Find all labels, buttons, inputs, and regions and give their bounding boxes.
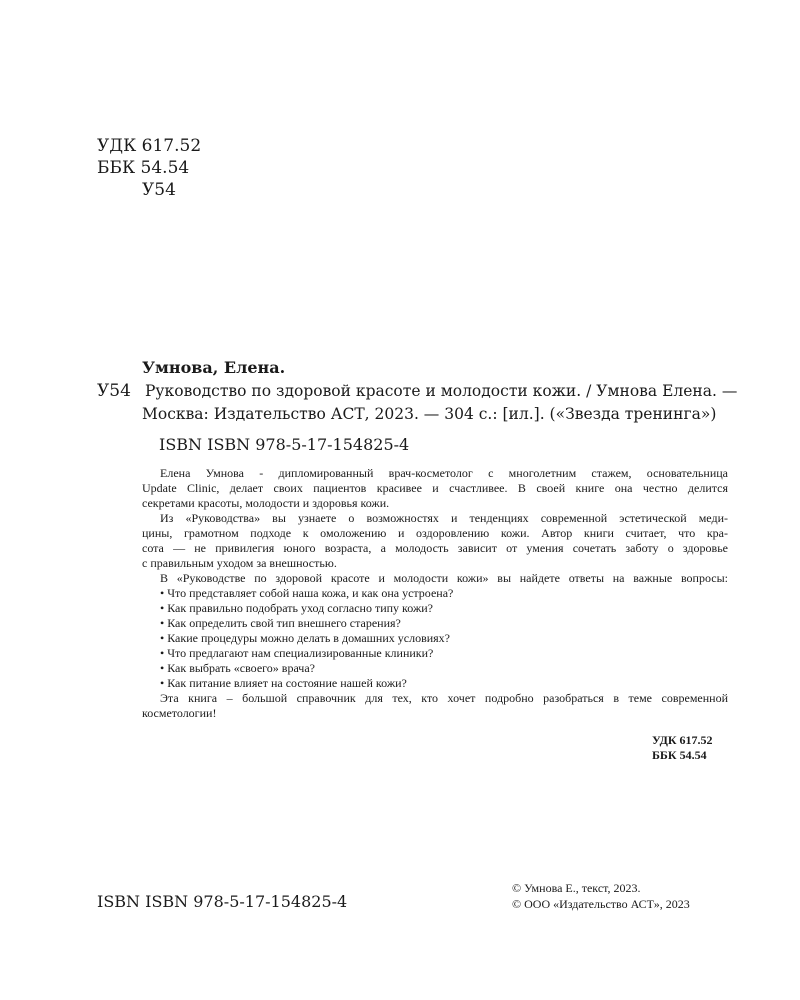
annotation-p4-line-1: Эта книга – большой справочник для тех, кто хочет подробно разобраться в теме современной [160, 691, 728, 705]
catalog-title-line-2: Москва: Издательство АСТ, 2023. — 304 с.: [ил.]. («Звезда тренинга») [142, 405, 717, 423]
bullet-item: • Как выбрать «своего» врача? [160, 661, 315, 675]
annotation-p2-line-3: сота — не привилегия юного возраста, а молодость зависит от умения сочетать заботу о здоровье [142, 541, 728, 555]
bullet-item: • Как питание влияет на состояние нашей кожи? [160, 676, 407, 690]
copyright-publisher: © ООО «Издательство АСТ», 2023 [512, 897, 690, 911]
author-mark-top: У54 [142, 180, 176, 200]
bullet-item: • Как определить свой тип внешнего старения? [160, 616, 401, 630]
annotation-p1-line-2: Update Clinic, делает своих пациентов красивее и счастливее. В своей книге она честно делится [142, 481, 728, 495]
udk-code-right: УДК 617.52 [652, 733, 713, 747]
bullet-item: • Что представляет собой наша кожа, и как она устроена? [160, 586, 454, 600]
catalog-title-line-1: Руководство по здоровой красоте и молодости кожи. / Умнова Елена. — [145, 382, 738, 400]
bbk-code-right: ББК 54.54 [652, 748, 707, 762]
bullet-item: • Как правильно подобрать уход согласно типу кожи? [160, 601, 433, 615]
annotation-p1-line-1: Елена Умнова - дипломированный врач-косметолог с многолетним стажем, основательница [160, 466, 728, 480]
annotation-p2-line-4: с правильным уходом за внешностью. [142, 556, 337, 570]
copyright-author: © Умнова Е., текст, 2023. [512, 881, 641, 895]
footer-isbn: ISBN ISBN 978-5-17-154825-4 [97, 892, 348, 911]
annotation-p1-line-3: секретами красоты, молодости и здоровья кожи. [142, 496, 390, 510]
catalog-author-mark: У54 [97, 381, 131, 401]
annotation-p4-line-2: косметологии! [142, 706, 217, 720]
annotation-p3-line-1: В «Руководстве по здоровой красоте и молодости кожи» вы найдете ответы на важные вопросы: [160, 571, 728, 585]
annotation-p2-line-1: Из «Руководства» вы узнаете о возможностях и тенденциях современной эстетической меди- [160, 511, 728, 525]
bullet-item: • Что предлагают нам специализированные клиники? [160, 646, 434, 660]
bullet-item: • Какие процедуры можно делать в домашних условиях? [160, 631, 451, 645]
catalog-isbn: ISBN ISBN 978-5-17-154825-4 [159, 435, 410, 454]
catalog-author: Умнова, Елена. [142, 358, 286, 377]
annotation-p2-line-2: цины, грамотном подходе к омоложению и оздоровлению кожи. Автор книги считает, что кра- [142, 526, 728, 540]
bbk-code-top: ББК 54.54 [97, 158, 190, 178]
udk-code-top: УДК 617.52 [97, 136, 202, 156]
